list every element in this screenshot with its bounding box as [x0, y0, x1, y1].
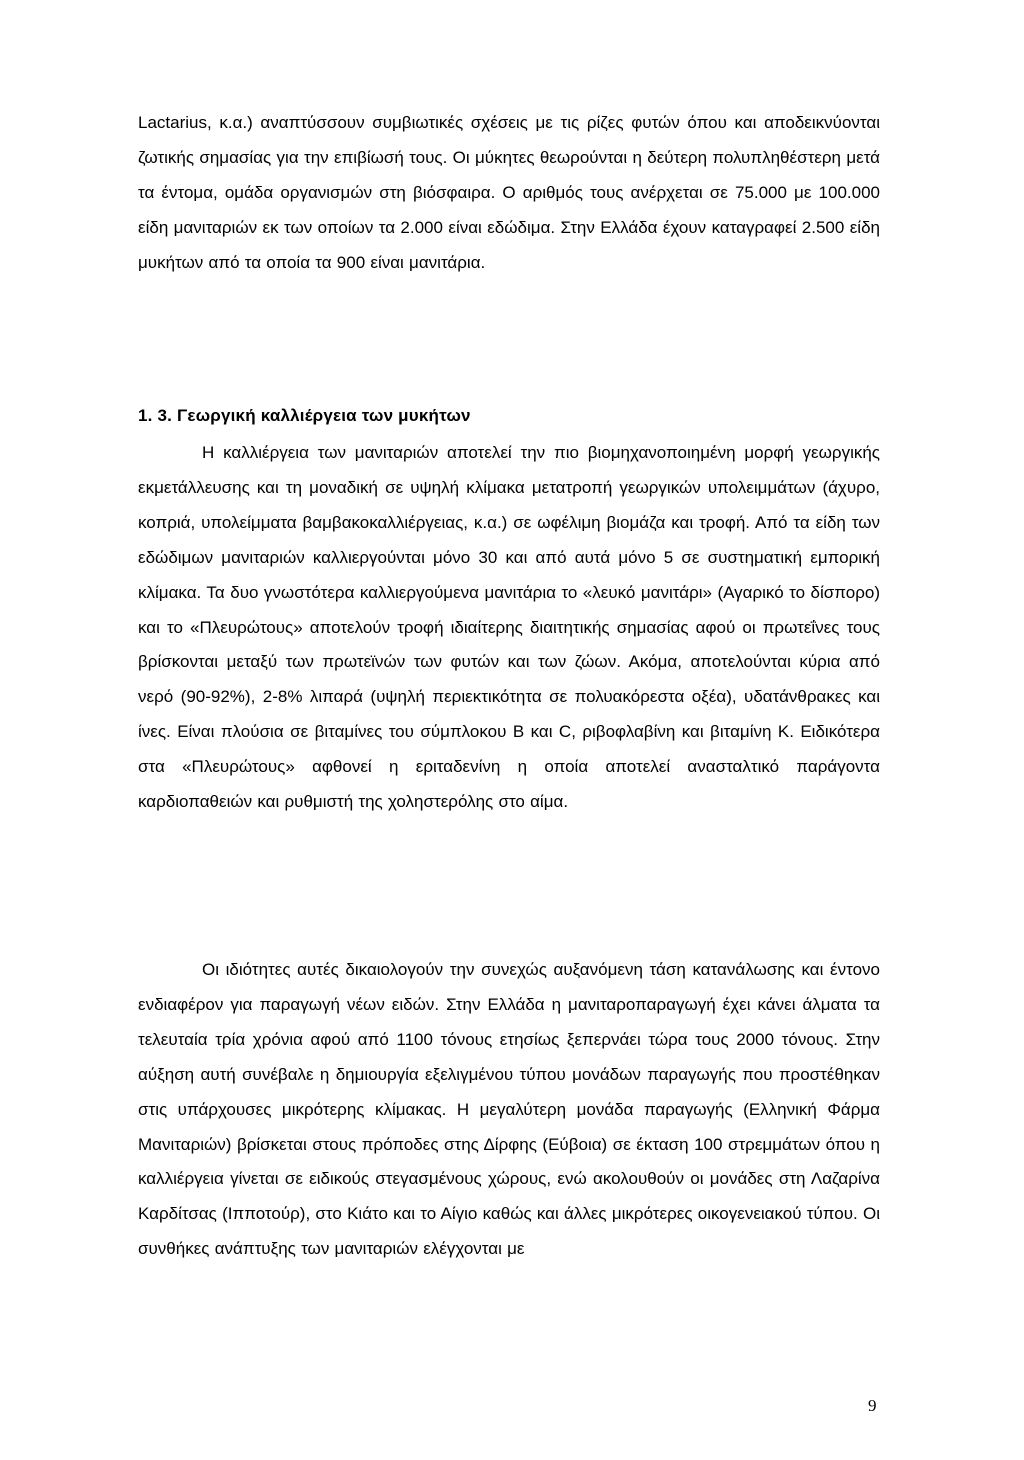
paragraph-mycorrhiza-and-species-count: Lactarius, κ.α.) αναπτύσσουν συμβιωτικές σχέσεις με τις ρίζες φυτών όπου και αποδεικνύονται ζωτικής σημασίας για την επιβίωσή τους. Οι μύκητες θεωρούνται η δεύτερη πολυπληθέστερη μετά τα έντομα, ομάδα οργανισμών στη βιόσφαιρα. Ο αριθμός τους ανέρχεται σε 75.000 με 100.000 είδη μανιταριών εκ των οποίων τα 2.000 είναι εδώδιμα. Στην Ελλάδα έχουν καταγραφεί 2.500 είδη μυκήτων από τα οποία τα 900 είναι μανιτάρια.	[138, 113, 880, 272]
paragraph-consumption-production-greece: Οι ιδιότητες αυτές δικαιολογούν την συνεχώς αυξανόμενη τάση κατανάλωσης και έντονο ενδιαφέρον για παραγωγή νέων ειδών. Στην Ελλάδα η μανιταροπαραγωγή έχει κάνει άλματα τα τελευταία τρία χρόνια αφού από 1100 τόνους ετησίως ξεπερνάει τώρα τους 2000 τόνους. Στην αύξηση αυτή συνέβαλε η δημιουργία εξελιγμένου τύπου μονάδων παραγωγής που προστέθηκαν στις υπάρχουσες μικρότερης κλίμακας. Η μεγαλύτερη μονάδα παραγωγής (Ελληνική Φάρμα Μανιταριών) βρίσκεται στους πρόποδες στης Δίρφης (Εύβοια) σε έκταση 100 στρεμμάτων όπου η καλλιέργεια γίνεται σε ειδικούς στεγασμένους χώρους, ενώ ακολουθούν οι μονάδες στη Λαζαρίνα Καρδίτσας (Ιπποτούρ), στο Κιάτο και το Αίγιο καθώς και άλλες μικρότερες οικογενειακού τύπου. Οι συνθήκες ανάπτυξης των μανιταριών ελέγχονται με	[138, 960, 880, 1259]
page-number: 9	[868, 1396, 877, 1415]
section-heading-mushroom-cultivation: 1. 3. Γεωργική καλλιέργεια των μυκήτων	[138, 406, 471, 425]
paragraph-cultivation-nutrition: Η καλλιέργεια των μανιταριών αποτελεί την πιο βιομηχανοποιημένη μορφή γεωργικής εκμετάλλευσης και τη μοναδική σε υψηλή κλίμακα μετατροπή γεωργικών υπολειμμάτων (άχυρο, κοπριά, υπολείμματα βαμβακοκαλλιέργειας, κ.α.) σε ωφέλιμη βιομάζα και τροφή. Από τα είδη των εδώδιμων μανιταριών καλλιεργούνται μόνο 30 και από αυτά μόνο 5 σε συστηματική εμπορική κλίμακα. Τα δυο γνωστότερα καλλιεργούμενα μανιτάρια το «λευκό μανιτάρι» (Αγαρικό το δίσπορο) και το «Πλευρώτους» αποτελούν τροφή ιδιαίτερης διαιτητικής σημασίας αφού οι πρωτεΐνες τους βρίσκονται μεταξύ των πρωτεϊνών των φυτών και των ζώων. Ακόμα, αποτελούνται κύρια από νερό (90-92%), 2-8% λιπαρά (υψηλή περιεκτικότητα σε πολυακόρεστα οξέα), υδατάνθρακες και ίνες. Είναι πλούσια σε βιταμίνες του σύμπλοκου Β και C, ριβοφλαβίνη και βιταμίνη Κ. Ειδικότερα στα «Πλευρώτους» αφθονεί η εριταδενίνη η οποία αποτελεί ανασταλτικό παράγοντα καρδιοπαθειών και ρυθμιστή της χοληστερόλης στο αίμα.	[138, 443, 880, 812]
